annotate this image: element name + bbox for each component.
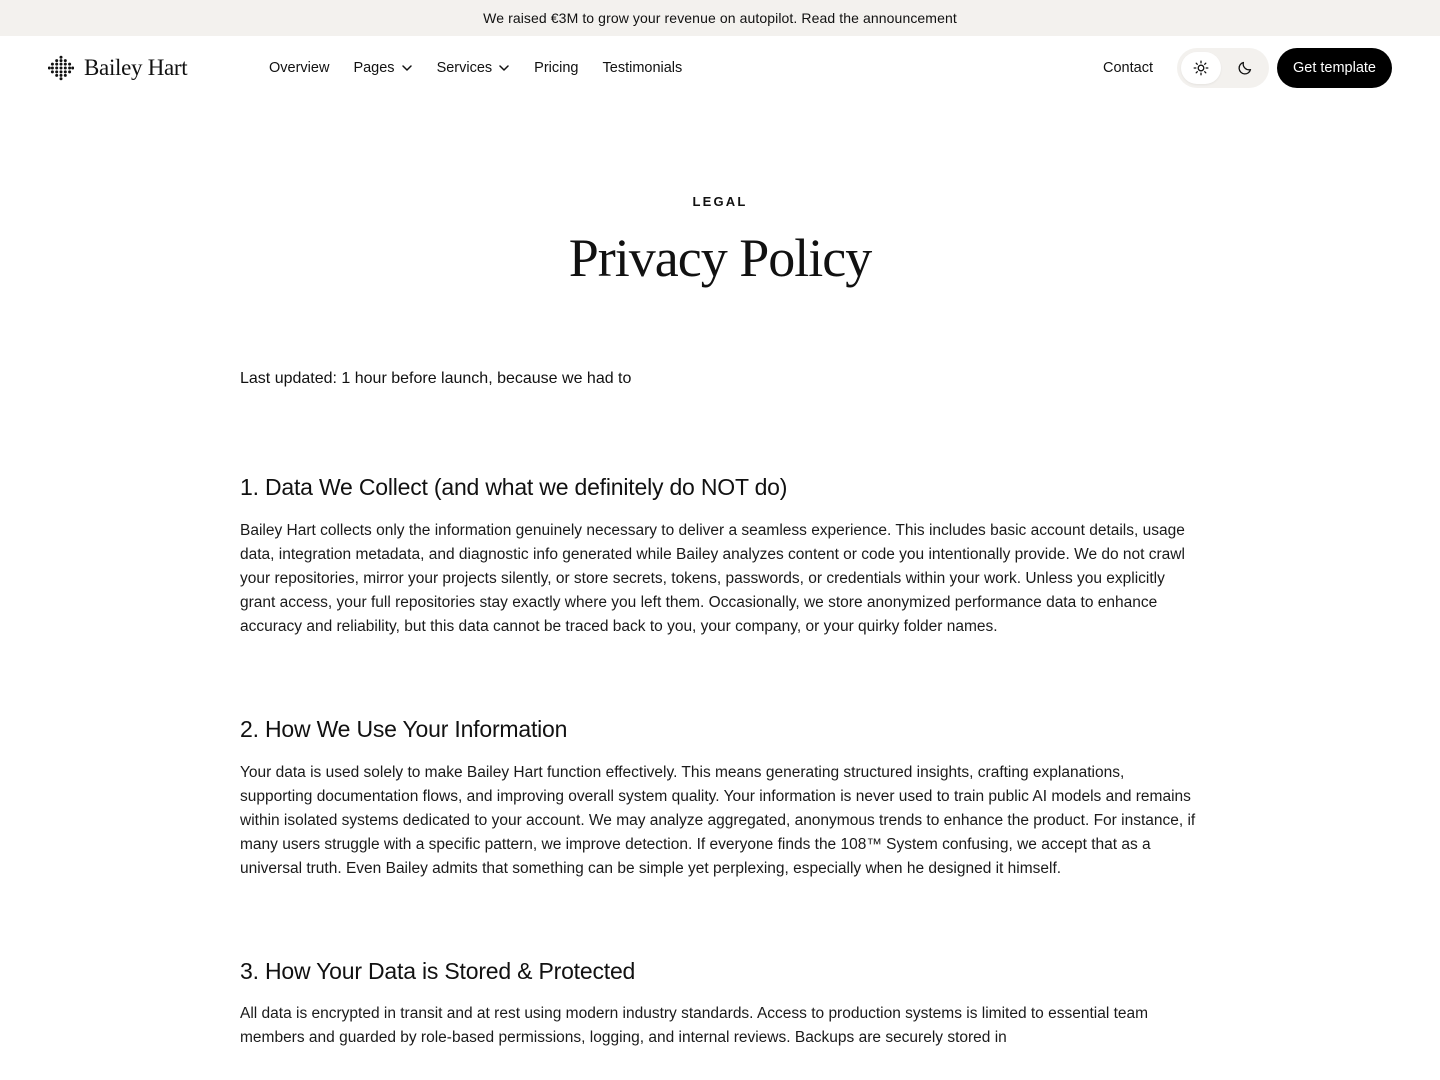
page-eyebrow: LEGAL [692, 194, 748, 209]
policy-content [240, 288, 1200, 1050]
section-body: Your data is used solely to make Bailey Hart function effectively. This means generating structured insights, crafting explanations, supporting documentation flows, and improving overall system quality. Your information is never used to train public AI models and remains within isolated systems dedicated to your account. We may analyze aggregated, anonymous trends to enhance the product. For instance, if many users struggle with a specific pattern, we improve detection. If everyone finds the 108™ System confusing, we accept that as a universal truth. Even Bailey admits that something can be simple yet perplexing, especially when he designed it himself. [240, 763, 1196, 877]
page-title: Privacy Policy [568, 228, 872, 288]
section-heading: 2. How We Use Your Information [240, 715, 568, 742]
section-body: All data is encrypted in transit and at rest using modern industry standards. Access to production systems is limited to essential team members and guarded by role-based permissions, logging, and internal reviews. Backups are securely stored in [240, 1005, 1149, 1047]
nav-item-label: Pages [353, 60, 395, 76]
announcement-link[interactable]: We raised €3M to grow your revenue on autopilot. Read the announcement [483, 10, 957, 26]
chevron-down-icon [401, 62, 413, 74]
announcement-bar [0, 0, 1440, 36]
nav-item-label: Overview [269, 60, 330, 76]
nav-item-label: Services [436, 60, 493, 76]
nav-item-label: Pricing [534, 60, 579, 76]
chevron-down-icon [498, 62, 510, 74]
nav-item-label: Testimonials [602, 60, 683, 76]
primary-nav [269, 60, 682, 76]
policy-section [240, 957, 1200, 1051]
last-updated-text: Last updated: 1 hour before launch, because we had to [240, 370, 632, 388]
page-hero [0, 100, 1440, 288]
contact-link[interactable]: Contact [1103, 60, 1153, 76]
sun-icon [1193, 60, 1209, 76]
brand-name: Bailey Hart [84, 55, 188, 80]
nav-item-overview[interactable] [269, 60, 329, 76]
get-template-button[interactable]: Get template [1277, 48, 1392, 88]
nav-item-pages[interactable] [353, 60, 412, 76]
light-mode-button[interactable] [1181, 52, 1221, 84]
nav-item-pricing[interactable] [534, 60, 578, 76]
moon-icon [1237, 60, 1253, 76]
policy-section [240, 715, 1200, 881]
section-body: Bailey Hart collects only the information genuinely necessary to deliver a seamless experience. This includes basic account details, usage data, integration metadata, and diagnostic info generated while Bailey analyzes content or code you intentionally provide. We do not crawl your repositories, mirror your projects silently, or store secrets, tokens, passwords, or credentials within your work. Unless you explicitly grant access, your full repositories stay exactly where you left them. Occasionally, we store anonymized performance data to enhance accuracy and reliability, but this data cannot be traced back to you, your company, or your quirky folder names. [240, 521, 1185, 635]
dot-grid-logo-icon [48, 55, 74, 81]
theme-toggle [1177, 48, 1269, 88]
nav-actions [1103, 48, 1392, 88]
section-heading: 3. How Your Data is Stored & Protected [240, 957, 636, 984]
top-navbar [0, 36, 1440, 100]
nav-item-services[interactable] [437, 60, 511, 76]
brand-logo-link[interactable] [48, 55, 269, 81]
dark-mode-button[interactable] [1225, 52, 1265, 84]
nav-item-testimonials[interactable] [603, 60, 683, 76]
policy-section [240, 473, 1200, 639]
section-heading: 1. Data We Collect (and what we definitely do NOT do) [240, 473, 788, 500]
